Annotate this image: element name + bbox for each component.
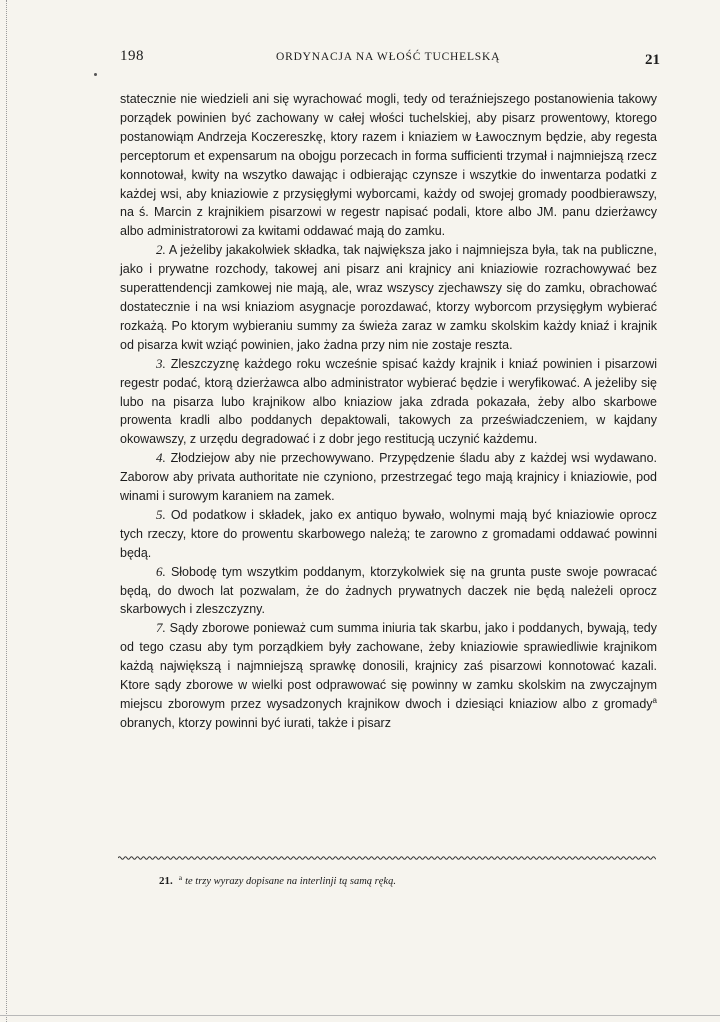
paragraph-text: Słobodę tym wszytkim poddanym, ktorzykolwiek się na grunta puste swoje powracać będą, do dwoch lat pozwalam, że do żadnych prywatnych daczek nie będą należeli oprocz skarbowych i zleszczyzny. [120, 564, 657, 617]
paragraph-3 [120, 355, 657, 450]
paragraph-4 [120, 449, 657, 506]
paragraph-marker: 4. [156, 450, 166, 466]
paragraph-text: Złodziejow aby nie przechowywano. Przypędzenie śladu aby z każdej wsi wydawano. Zaborow aby privata authoritate nie czyniono, przestrzegać tego mają krajnicy i kniaziowie, pod winami i surowym karaniem na zamek. [120, 451, 657, 504]
paragraph-continuation: statecznie nie wiedzieli ani się wyrachować mogli, tedy od teraźniejszego postanowienia takowy porządek powinien być zachowany w całej włości tuchelskiej, aby pisarz prowentowy, ktorego postanowiąm Andrzeja Koczereszkę, ktory razem i kniaziem w Ławocznym będzie, aby regesta perceptorum et expensarum na obojgu porzecach in forma sufficienti trzymał i najmniejszą rzecz konnotował, kwity na wszytko dawając i odbierając czynsze i wszytkie do inwentarza podatki z każdej wsi, aby kniaziowie z przysięgłymi wyborcami, każdy od swojej gromady poodbierawszy, na ś. Marcin z krajnikiem pisarzowi w regestr napisać podali, ktore albo JM. panu dzierżawcy albo administratorowi za kwitami oddawać mają do zamku. [120, 92, 657, 239]
stray-ink-dot [94, 73, 97, 76]
paragraph-text: Od podatkow i składek, jako ex antiquo bywało, wolnymi mają być kniaziowie oprocz tych rzeczy, ktore do prowentu skarbowego należą; te zarowno z gromadami oddawać powinni będą. [120, 507, 657, 560]
page-header [120, 48, 660, 70]
paragraph-marker: 3. [156, 355, 166, 371]
main-text [120, 90, 657, 733]
binding-edge-line [6, 0, 7, 1022]
paragraph-2 [120, 241, 657, 354]
document-number: 21 [645, 52, 660, 68]
paragraph-marker: 6. [156, 563, 166, 579]
paragraph-marker: 2. [156, 242, 166, 258]
paragraph-5 [120, 506, 657, 563]
page-number: 198 [120, 48, 144, 64]
footnote [159, 873, 639, 890]
paragraph-7 [120, 619, 657, 732]
running-title: ORDYNACJA NA WŁOŚĆ TUCHELSKĄ [276, 51, 501, 63]
bottom-edge-line [0, 1015, 720, 1016]
paragraph-6 [120, 563, 657, 620]
footnote-number: 21. [159, 875, 173, 887]
wavy-divider [118, 854, 656, 862]
paragraph-text: A jeżeliby jakakolwiek składka, tak największa jako i najmniejsza była, tak na publiczne, jako i prywatne rozchody, takowej ani pisarz ani krajnicy ani kniaziowie rozrachowywać bez superattendencji zamkowej nie mają, ale, wraz wszyscy zjechawszy się do zamku, obrachować dostatecznie i na wsi kniaziom asygnacje porozdawać, ktorzy wyborcom przysięgłym wybierać rozkażą. Po ktorym wybieraniu summy za świeża zaraz w zamku skolskim każdy kniaź i krajnik od pisarza kwit wziąć powinien, jako żadna przy nim nie zostaje reszta. [120, 243, 657, 352]
footnote-marker: a [178, 872, 183, 882]
footnote-reference: a [652, 695, 657, 705]
paragraph-marker: 7. [156, 620, 166, 636]
paragraph-marker: 5. [156, 506, 166, 522]
paragraph-text: Sądy zborowe ponieważ cum summa iniuria tak skarbu, jako i poddanych, bywają, tedy od tego czasu aby tym porządkiem były zachowane, żeby kniaziowie sprawiedliwie krajnikom każdą największą i najmniejszą sprawkę donosili, krajnicy zaś pisarzowi konnotować kazali. Ktore sądy zborowe w wielki post odprawować się powinny w zamku skolskim na zwyczajnym miejscu zborowym przez wysadzonych krajnikow dwoch i dziesiąci kniaziow albo z gromady [120, 621, 657, 711]
paragraph-text: Zleszczyznę każdego roku wcześnie spisać każdy krajnik i kniaź powinien i pisarzowi regestr podać, ktorą dzierżawca albo administrator wybierać będzie i weryfikować. A jeżeliby się lubo na pisarza lubo krajnikow albo kniaziow jaka zdrada pokazała, żeby albo skarbowe prowenta kradli albo poddanych depaktowali, takowych za przeświadczeniem, w kajdany okowawszy, z urzędu degradować i z dobr jego restitucją uczynić każdemu. [120, 356, 657, 447]
footnote-text: te trzy wyrazy dopisane na interlinji tą samą ręką. [185, 876, 396, 887]
paragraph-text-continued: obranych, ktorzy powinni być iurati, także i pisarz [120, 715, 391, 730]
